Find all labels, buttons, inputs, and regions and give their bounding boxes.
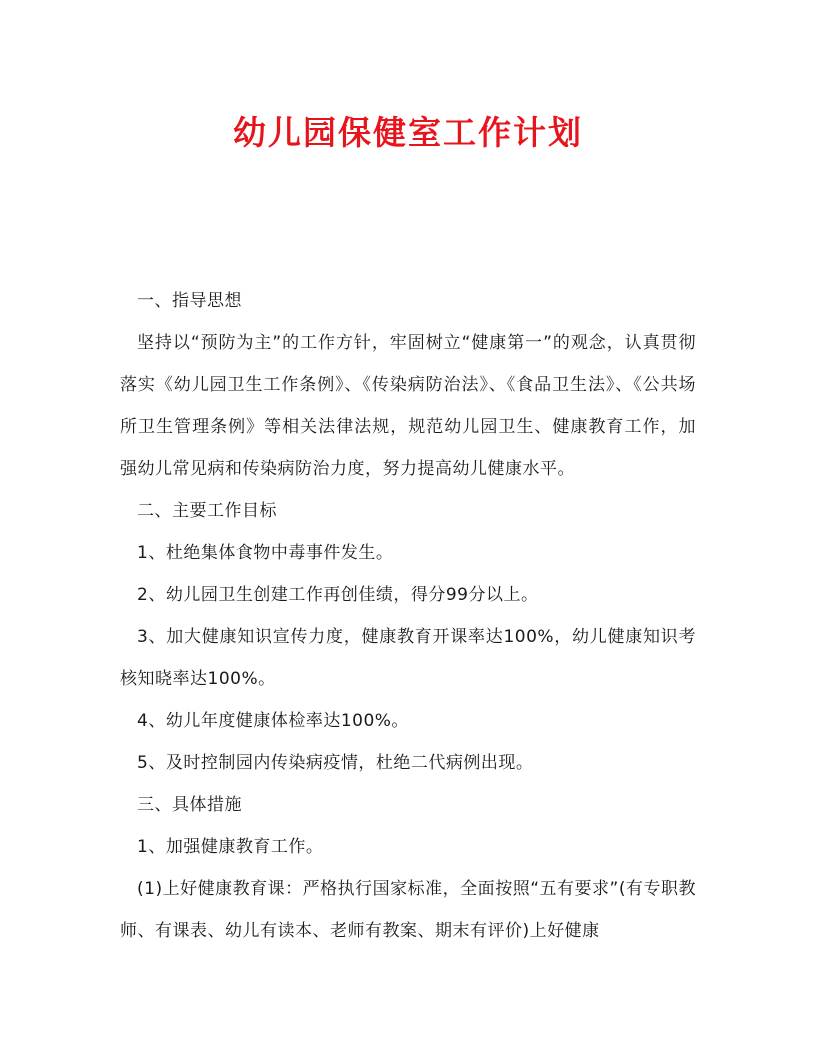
goal-item-1: 1、杜绝集体食物中毒事件发生。: [137, 543, 394, 563]
section-heading-measures: 三、具体措施: [137, 795, 242, 815]
goal-item-3: 3、加大健康知识宣传力度，健康教育开课率达100%，幼儿健康知识考核知晓率达100%。: [120, 627, 696, 689]
goal-item-5: 5、及时控制园内传染病疫情，杜绝二代病例出现。: [137, 753, 534, 773]
document-body: [120, 280, 696, 952]
section-heading-guiding-ideology: 一、指导思想: [137, 291, 242, 311]
document-title: 幼儿园保健室工作计划: [233, 113, 583, 152]
paragraph-guiding-ideology: 坚持以“预防为主”的工作方针，牢固树立“健康第一”的观念，认真贯彻落实《幼儿园卫生工作条例》、《传染病防治法》、《食品卫生法》、《公共场所卫生管理条例》等相关法律法规，规范幼儿园卫生、健康教育工作，加强幼儿常见病和传染病防治力度，努力提高幼儿健康水平。: [120, 333, 696, 479]
goal-item-4: 4、幼儿年度健康体检率达100%。: [137, 711, 409, 731]
goal-item-2: 2、幼儿园卫生创建工作再创佳绩，得分99分以上。: [137, 585, 539, 605]
measure-item-1: 1、加强健康教育工作。: [137, 837, 324, 857]
section-heading-main-goals: 二、主要工作目标: [137, 501, 277, 521]
measure-subitem-1: (1)上好健康教育课：严格执行国家标准，全面按照“五有要求”(有专职教师、有课表、幼儿有读本、老师有教案、期末有评价)上好健康: [120, 879, 696, 941]
